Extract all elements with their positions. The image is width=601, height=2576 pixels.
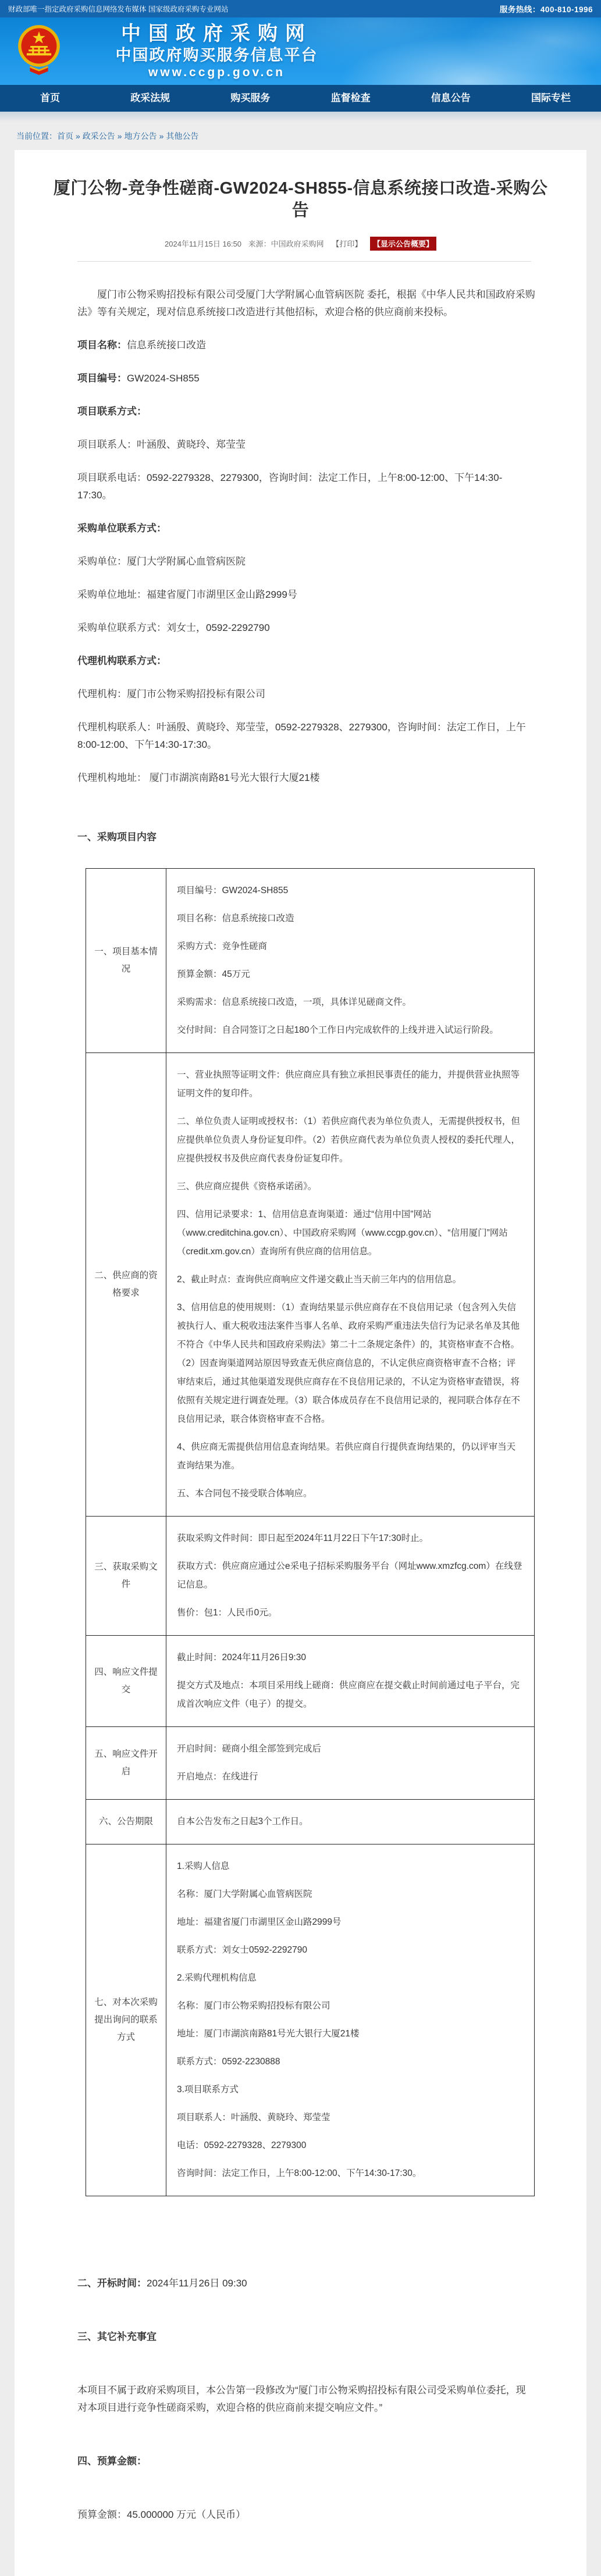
table-paragraph: 截止时间：2024年11月26日9:30 xyxy=(177,1653,306,1663)
site-logo xyxy=(70,23,364,80)
supplement-heading xyxy=(77,2328,535,2346)
national-emblem-icon xyxy=(16,24,62,79)
budget-heading xyxy=(77,2453,535,2470)
table-paragraph: 2.采购代理机构信息 xyxy=(177,1973,257,1983)
nav-item-3[interactable]: 监督检查 xyxy=(330,92,371,104)
table-row-content xyxy=(166,1053,535,1517)
supplement-paragraph: 本项目不属于政府采购项目，本公告第一段修改为“厦门市公物采购招投标有限公司受采购单位委托，现对本项目进行竞争性磋商采购，欢迎合格的供应商前来提交响应文件。” xyxy=(77,2385,526,2414)
table-paragraph: 获取方式：供应商应通过公e采电子招标采购服务平台（网址www.xmzfcg.com）在线登记信息。 xyxy=(177,1561,522,1590)
print-button[interactable]: 【打印】 xyxy=(332,240,362,249)
table-paragraph: 项目联系人：叶涵殷、黄晓玲、郑莹莹 xyxy=(177,2113,330,2123)
breadcrumb-item-3[interactable]: 其他公告 xyxy=(166,131,199,141)
service-hotline: 服务热线：400-810-1996 xyxy=(499,5,593,14)
table-paragraph: 获取采购文件时间：即日起至2024年11月22日下午17:30时止。 xyxy=(177,1533,429,1544)
nav-item-4[interactable]: 信息公告 xyxy=(431,92,471,104)
field-line-11: 代理机构联系人：叶涵殷、黄晓玲、郑莹莹，0592-2279328、2279300，咨询时间：法定工作日，上午8:00-12:00、下午14:30-17:30。 xyxy=(77,722,526,751)
publish-datetime: 2024年11月15日 16:50 xyxy=(165,240,242,249)
table-row-content xyxy=(166,1517,535,1636)
opening-time-line-label: 二、开标时间： xyxy=(77,2278,147,2289)
table-paragraph: 交付时间：自合同签订之日起180个工作日内完成软件的上线并进入试运行阶段。 xyxy=(177,1025,499,1036)
table-row-content xyxy=(166,869,535,1053)
breadcrumb-separator: » xyxy=(159,131,164,141)
table-paragraph: 电话：0592-2279328、2279300 xyxy=(177,2140,307,2151)
breadcrumb xyxy=(0,122,601,150)
table-paragraph: 联系方式：刘女士0592-2292790 xyxy=(177,1945,307,1956)
field-line-5 xyxy=(77,520,535,537)
table-paragraph: 名称：厦门市公物采购招投标有限公司 xyxy=(177,2001,330,2011)
procurement-table xyxy=(86,868,535,2196)
table-row-4 xyxy=(86,1727,535,1800)
breadcrumb-item-0[interactable]: 首页 xyxy=(57,131,73,141)
table-row-3 xyxy=(86,1636,535,1727)
field-line-12: 代理机构地址： 厦门市湖滨南路81号光大银行大厦21楼 xyxy=(77,772,320,784)
field-label: 项目联系方式： xyxy=(77,406,147,418)
table-paragraph: 三、供应商应提供《资格承诺函》。 xyxy=(177,1182,317,1192)
section-heading-procurement-content: 一、采购项目内容 xyxy=(77,832,157,843)
breadcrumb-item-1[interactable]: 政采公告 xyxy=(82,131,115,141)
nav-item-1[interactable]: 政采法规 xyxy=(130,92,170,104)
field-line-4: 项目联系电话：0592-2279328、2279300，咨询时间：法定工作日，上午8:00-12:00、下午14:30-17:30。 xyxy=(77,472,503,501)
field-line-3: 项目联系人：叶涵殷、黄晓玲、郑莹莹 xyxy=(77,439,246,451)
breadcrumb-separator: » xyxy=(76,131,80,141)
table-paragraph: 2、截止时点：查询供应商响应文件递交截止当天前三年内的信用信息。 xyxy=(177,1275,462,1285)
table-row-label: 五、响应文件开启 xyxy=(86,1727,166,1800)
breadcrumb-label: 当前位置： xyxy=(16,131,57,141)
field-label: 项目编号： xyxy=(77,373,127,384)
table-paragraph: 项目编号：GW2024-SH855 xyxy=(177,886,289,896)
table-paragraph: 4、供应商无需提供信用信息查询结果。若供应商自行提供查询结果的，仍以评审当天查询结果为准。 xyxy=(177,1442,516,1471)
opening-time-line: 二、开标时间：2024年11月26日 09:30 xyxy=(77,2278,247,2289)
table-row-content xyxy=(166,1727,535,1800)
table-paragraph: 地址：福建省厦门市湖里区金山路2999号 xyxy=(177,1917,342,1928)
field-line-0: 项目名称：信息系统接口改造 xyxy=(77,340,206,351)
field-line-10: 代理机构：厦门市公物采购招投标有限公司 xyxy=(77,688,265,700)
show-summary-button[interactable]: 【显示公告概要】 xyxy=(370,237,436,251)
table-row-0 xyxy=(86,869,535,1053)
page-title: 厦门公物-竞争性磋商-GW2024-SH855-信息系统接口改造-采购公告 xyxy=(53,179,548,220)
table-row-2 xyxy=(86,1517,535,1636)
field-line-1: 项目编号：GW2024-SH855 xyxy=(77,373,200,384)
top-utility-bar xyxy=(0,0,601,17)
announcement-fields xyxy=(77,337,535,787)
field-line-7: 采购单位地址：福建省厦门市湖里区金山路2999号 xyxy=(77,589,297,601)
nav-item-5[interactable]: 国际专栏 xyxy=(531,92,571,104)
table-paragraph: 五、本合同包不接受联合体响应。 xyxy=(177,1489,312,1499)
site-slogan: 财政部唯一指定政府采购信息网络发布媒体 国家级政府采购专业网站 xyxy=(8,5,229,13)
table-row-content xyxy=(166,1844,535,2196)
table-row-label: 二、供应商的资格要求 xyxy=(86,1053,166,1517)
supplement-heading-label: 三、其它补充事宜 xyxy=(77,2331,157,2343)
announcement-card xyxy=(15,150,586,2576)
table-row-label: 六、公告期限 xyxy=(86,1800,166,1844)
site-title: 中国政府采购网 xyxy=(121,22,312,45)
field-label: 代理机构联系方式： xyxy=(77,655,166,667)
table-paragraph: 开启时间：磋商小组全部签到完成后 xyxy=(177,1744,322,1754)
source-label: 来源：中国政府采购网 xyxy=(248,240,324,249)
breadcrumb-item-2[interactable]: 地方公告 xyxy=(124,131,157,141)
budget-line: 预算金额：45.000000 万元（人民币） xyxy=(77,2509,246,2521)
table-row-content xyxy=(166,1800,535,1844)
table-row-label: 七、对本次采购提出询问的联系方式 xyxy=(86,1844,166,2196)
table-row-1 xyxy=(86,1053,535,1517)
nav-item-2[interactable]: 购买服务 xyxy=(230,92,271,104)
table-row-label: 一、项目基本情况 xyxy=(86,869,166,1053)
table-paragraph: 自本公告发布之日起3个工作日。 xyxy=(177,1817,308,1827)
table-paragraph: 采购方式：竞争性磋商 xyxy=(177,941,268,952)
table-paragraph: 咨询时间：法定工作日，上午8:00-12:00、下午14:30-17:30。 xyxy=(177,2168,422,2179)
table-paragraph: 四、信用记录要求：1、信用信息查询渠道：通过“信用中国”网站（www.creditchina.gov.cn）、中国政府采购网（www.ccgp.gov.cn）、“信用厦门”网站（credit.xm.gov.cn）查询所有供应商的信用信息。 xyxy=(177,1209,508,1257)
table-paragraph: 一、营业执照等证明文件：供应商应具有独立承担民事责任的能力，并提供营业执照等证明文件的复印件。 xyxy=(177,1070,520,1099)
table-paragraph: 项目名称：信息系统接口改造 xyxy=(177,914,294,924)
table-row-6 xyxy=(86,1844,535,2196)
announcement-body xyxy=(15,286,586,2524)
breadcrumb-separator: » xyxy=(117,131,122,141)
table-row-content xyxy=(166,1636,535,1727)
budget-heading-label: 四、预算金额： xyxy=(77,2456,147,2467)
field-line-8: 采购单位联系方式：刘女士，0592-2292790 xyxy=(77,622,270,634)
intro-paragraph: 厦门市公物采购招投标有限公司受厦门大学附属心血管病医院 委托，根据《中华人民共和国政府采购法》等有关规定，现对信息系统接口改造进行其他招标，欢迎合格的供应商前来投标。 xyxy=(77,289,535,318)
table-row-5 xyxy=(86,1800,535,1844)
table-row-label: 三、获取采购文件 xyxy=(86,1517,166,1636)
table-paragraph: 3、信用信息的使用规则：（1）查询结果显示供应商存在不良信用记录（包含列入失信被执行人、重大税收违法案件当事人名单、政府采购严重违法失信行为记录名单及其他不符合《中华人民共和国政府采购法》第二十二条规定条件）的，其资格审查不合格。（2）因查询渠道网站原因导致查无供应商信息的，不认定供应商资格审查不合格；评审结束后，通过其他渠道发现供应商存在不良信用记录的，不认定为资格审查错误，将依照有关规定进行调查处理。（3）联合体成员存在不良信用记录的，视同联合体存在不良信用记录，联合体资格审查不合格。 xyxy=(177,1303,520,1425)
field-line-6: 采购单位：厦门大学附属心血管病医院 xyxy=(77,556,246,568)
main-nav xyxy=(0,85,601,112)
nav-shadow-strip xyxy=(0,112,601,122)
field-line-2 xyxy=(77,403,535,420)
table-paragraph: 提交方式及地点：本项目采用线上磋商：供应商应在提交截止时间前通过电子平台，完成首次响应文件（电子）的提交。 xyxy=(177,1681,520,1710)
field-label: 采购单位联系方式： xyxy=(77,523,166,534)
bottom-sections xyxy=(77,2275,535,2524)
table-row-label: 四、响应文件提交 xyxy=(86,1636,166,1727)
table-paragraph: 3.项目联系方式 xyxy=(177,2085,239,2095)
field-label: 项目名称： xyxy=(77,340,127,351)
table-paragraph: 地址：厦门市湖滨南路81号光大银行大厦21楼 xyxy=(177,2029,360,2039)
site-banner xyxy=(0,17,601,85)
table-paragraph: 二、单位负责人证明或授权书：（1）若供应商代表为单位负责人，无需提供授权书，但应提供单位负责人身份证复印件。（2）若供应商代表为单位负责人授权的委托代理人，应提供授权书及供应商代表身份证复印件。 xyxy=(177,1116,520,1164)
table-paragraph: 联系方式：0592-2230888 xyxy=(177,2057,280,2067)
table-paragraph: 开启地点：在线进行 xyxy=(177,1772,258,1782)
table-paragraph: 名称：厦门大学附属心血管病医院 xyxy=(177,1889,312,1900)
title-divider xyxy=(77,261,531,262)
field-line-9 xyxy=(77,652,535,670)
meta-line xyxy=(15,237,586,251)
site-url: www.ccgp.gov.cn xyxy=(148,66,286,79)
site-subtitle: 中国政府购买服务信息平台 xyxy=(115,46,318,64)
table-paragraph: 售价：包1：人民币0元。 xyxy=(177,1608,278,1618)
table-paragraph: 采购需求：信息系统接口改造，一项，具体详见磋商文件。 xyxy=(177,997,412,1008)
table-paragraph: 预算金额：45万元 xyxy=(177,969,250,980)
nav-item-0[interactable]: 首页 xyxy=(40,92,61,104)
table-paragraph: 1.采购人信息 xyxy=(177,1861,230,1872)
